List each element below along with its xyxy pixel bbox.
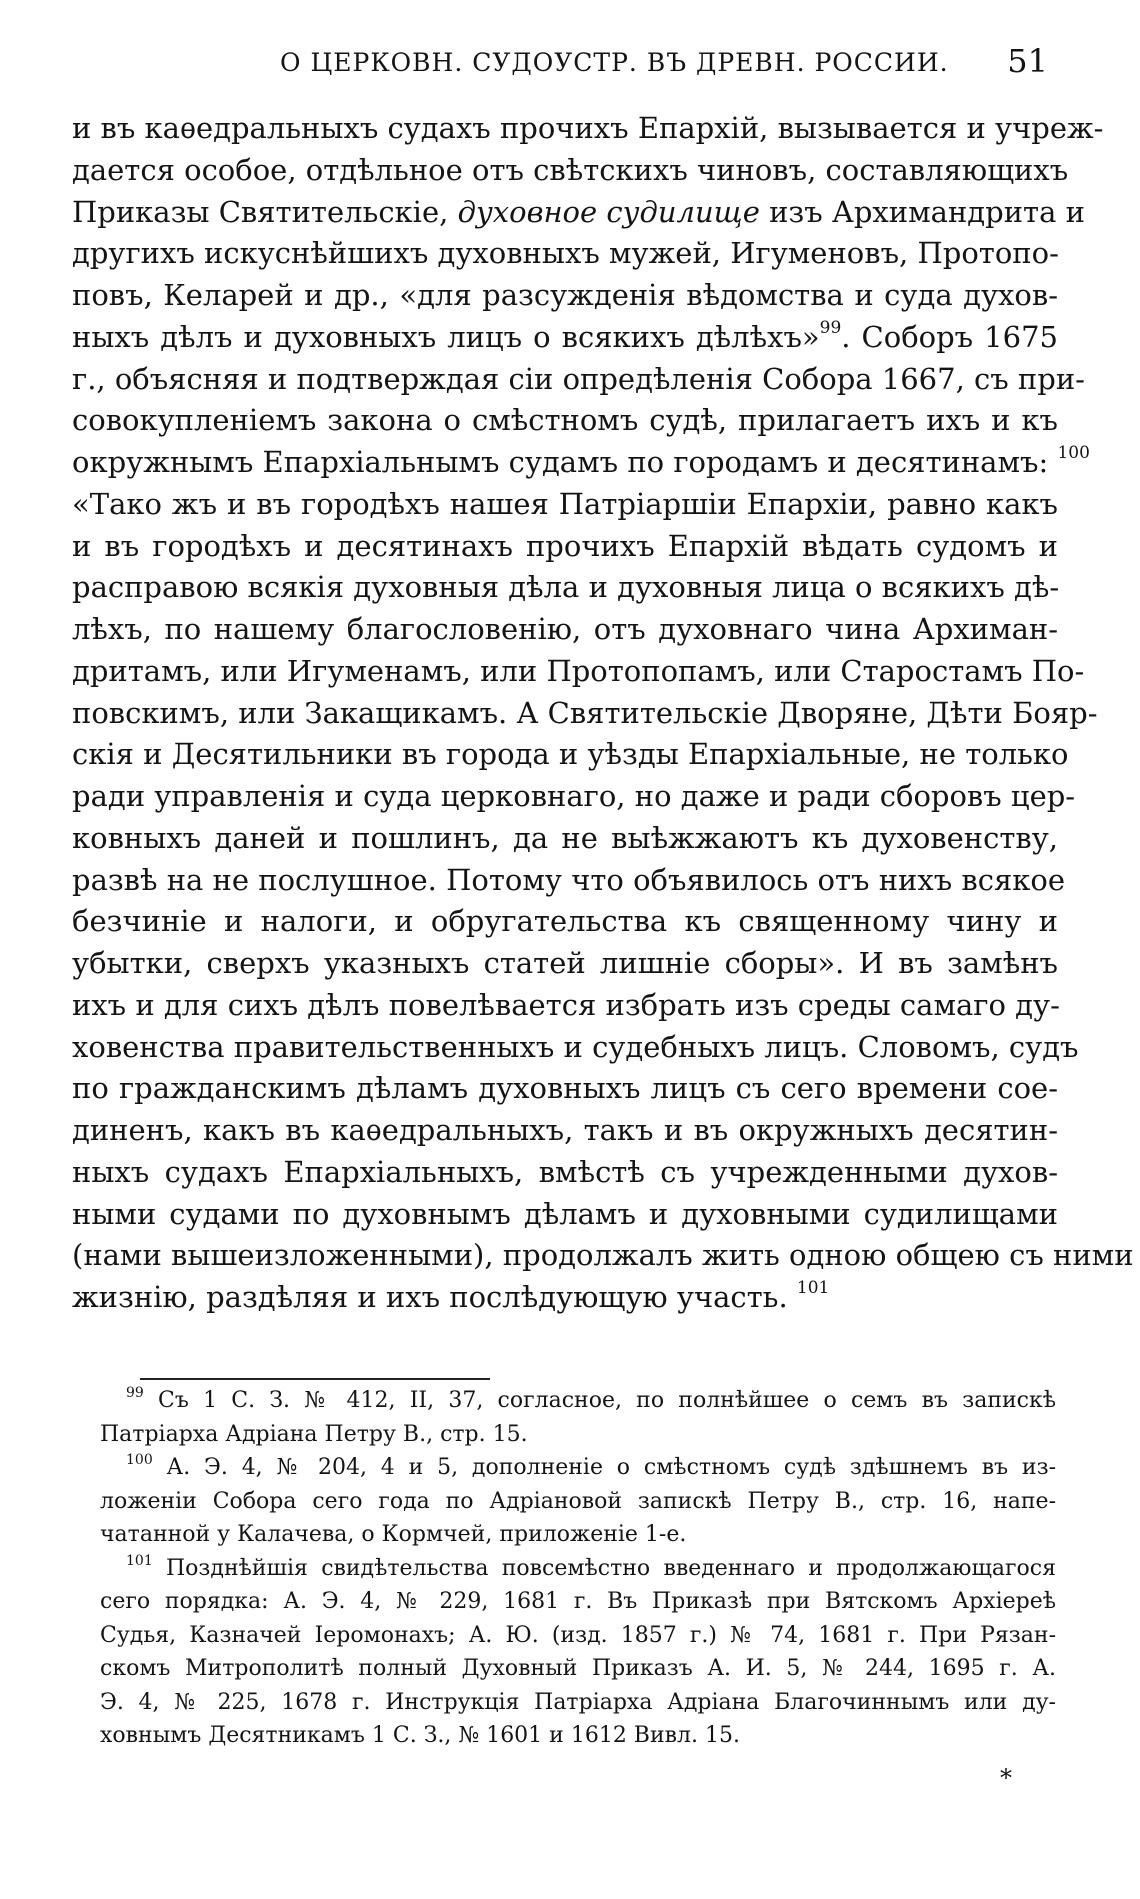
body-line: ихъ и для сихъ дѣлъ повелѣвается избрать изъ среды самаго ду- <box>72 987 1060 1022</box>
body-text <box>72 108 1134 1319</box>
body-line: ради управленія и суда церковнаго, но даже и ради сборовъ цер- <box>72 779 1076 813</box>
footnote-ref: 101 <box>796 1278 830 1298</box>
body-line: повскимъ, или Закащикамъ. А Святительскіе Дворяне, Дѣти Бояр- <box>72 695 1098 730</box>
body-line: дритамъ, или Игуменамъ, или Протопопамъ, или Старостамъ По- <box>72 653 1085 688</box>
body-line: другихъ искуснѣйшихъ духовныхъ мужей, Игуменовъ, Протопо- <box>72 236 1059 271</box>
footnote-ref: 99 <box>819 317 842 338</box>
body-line: ховенства правительственныхъ и судебныхъ лицъ. Словомъ, судъ <box>72 1029 1079 1064</box>
body-line: (нами вышеизложенными), продолжалъ жить одною общею съ ними <box>72 1238 1134 1273</box>
footnote-rule <box>140 1378 490 1380</box>
footnote-marker: 100 <box>126 1452 153 1468</box>
page-number: 51 <box>1007 42 1048 80</box>
body-line: «Тако жъ и въ городѣхъ нашея Патріаршіи Епархіи, равно какъ <box>72 486 1058 521</box>
body-line: Приказы Святительскіе, духовное судилище изъ Архимандрита и <box>72 194 1085 229</box>
footnote-line: Судья, Казначей Іеромонахъ; А. Ю. (изд. 1857 г.) № 74, 1681 г. При Рязан- <box>100 1622 1056 1648</box>
signature-mark: * <box>1000 1764 1012 1792</box>
footnote-line: чатанной у Калачева, о Кормчей, приложеніе 1-е. <box>100 1522 687 1547</box>
body-line: убытки, сверхъ указныхъ статей лишніе сборы». И въ замѣнъ <box>72 946 1058 980</box>
body-line: расправою всякія духовныя дѣла и духовныя лица о всякихъ дѣ- <box>72 570 1060 605</box>
body-line: совокупленіемъ закона о смѣстномъ судѣ, прилагаетъ ихъ и къ <box>72 403 1058 438</box>
body-line: ныхъ дѣлъ и духовныхъ лицъ о всякихъ дѣлѣхъ»$^{99}$. Соборъ 1675 <box>72 317 1058 354</box>
footnote-line: скомъ Митрополитѣ полный Духовный Приказъ А. И. 5, № 244, 1695 г. А. <box>100 1656 1056 1681</box>
footnote-line: ложеніи Собора сего года по Адріановой запискѣ Петру В., стр. 16, напе- <box>100 1488 1056 1514</box>
body-line: ныхъ судахъ Епархіальныхъ, вмѣстѣ съ учрежденными духов- <box>72 1154 1058 1189</box>
body-line: диненъ, какъ въ каѳедральныхъ, такъ и въ окружныхъ десятин- <box>72 1113 1058 1147</box>
footnote-line: Э. 4, № 225, 1678 г. Инструкція Патріарха Адріана Благочиннымъ или ду- <box>100 1689 1056 1715</box>
body-line: ными судами по духовнымъ дѣламъ и духовными судилищами <box>72 1196 1058 1231</box>
body-line: окружнымъ Епархіальнымъ судамъ по городамъ и десятинамъ: $^{100}$ <box>72 443 1090 479</box>
body-line: ковныхъ даней и пошлинъ, да не выѣжжаютъ къ духовенству, <box>72 820 1058 855</box>
footnote-line: $^{100}$ А. Э. 4, № 204, 4 и 5, дополненіе о смѣстномъ судѣ здѣшнемъ въ из- <box>126 1452 1056 1480</box>
body-line: скія и Десятильники въ города и уѣзды Епархіальные, не только <box>72 737 1069 772</box>
footnote-line: $^{101}$ Позднѣйшія свидѣтельства повсемѣстно введеннаго и продолжающагося <box>126 1552 1056 1581</box>
body-line: повъ, Келарей и др., «для разсужденія вѣдомства и суда духов- <box>72 278 1058 312</box>
body-line: жизнію, раздѣляя и ихъ послѣдующую участь. $^{101}$ <box>72 1278 830 1314</box>
footnote-marker: 99 <box>126 1385 144 1401</box>
footnote-line: Патріарха Адріана Петру В., стр. 15. <box>100 1421 528 1447</box>
body-line: дается особое, отдѣльное отъ свѣтскихъ чиновъ, составляющихъ <box>72 152 1069 187</box>
body-line: г., объясняя и подтверждая сіи опредѣленія Собора 1667, съ при- <box>72 361 1085 396</box>
body-line: лѣхъ, по нашему благословенію, отъ духовнаго чина Архиман- <box>72 612 1058 646</box>
body-line: развѣ на не послушное. Потому что объявилось отъ нихъ всякое <box>72 862 1066 897</box>
footnote-marker: 101 <box>126 1552 153 1569</box>
footnote-line: сего порядка: А. Э. 4, № 229, 1681 г. Въ Приказѣ при Вятскомъ Архіереѣ <box>100 1589 1056 1614</box>
footnote-ref: 100 <box>1057 443 1090 463</box>
body-line: по гражданскимъ дѣламъ духовныхъ лицъ съ сего времени сое- <box>72 1071 1058 1106</box>
body-line: и въ каѳедральныхъ судахъ прочихъ Епархій, вызывается и учреж- <box>72 111 1104 145</box>
footnotes <box>100 1384 1056 1753</box>
footnote-line: $^{99}$ Съ 1 С. З. № 412, II, 37, согласное, по полнѣйшее о семъ въ запискѣ <box>126 1385 1056 1413</box>
body-line: и въ городѣхъ и десятинахъ прочихъ Епархій вѣдать судомъ и <box>72 528 1058 563</box>
body-line: безчиніе и налоги, и обругательства къ священному чину и <box>72 904 1058 939</box>
italic-phrase: духовное судилище <box>457 194 760 229</box>
running-title: О ЦЕРКОВН. СУДОУСТР. ВЪ ДРЕВН. РОССИИ. <box>280 48 949 77</box>
footnote-line: ховнымъ Десятникамъ 1 С. З., № 1601 и 1612 Вивл. 15. <box>100 1723 740 1748</box>
running-head <box>70 42 1060 90</box>
